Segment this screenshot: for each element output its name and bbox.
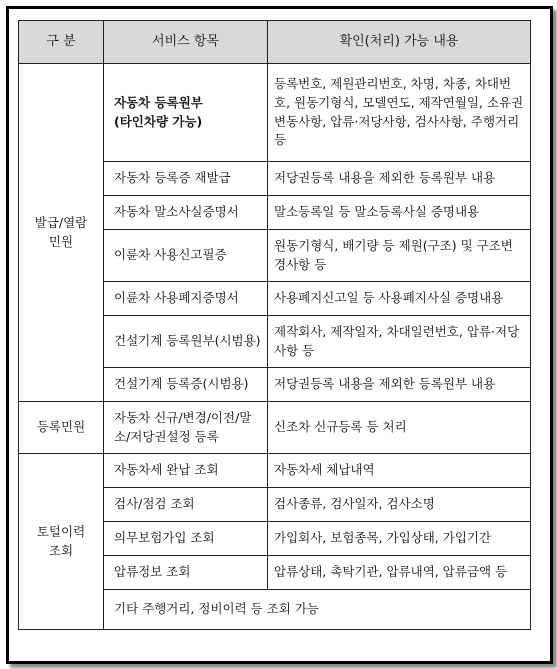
content-cell: 신조차 신규등록 등 처리	[268, 402, 531, 454]
content-cell: 자동차세 체납내역	[268, 454, 531, 488]
header-service: 서비스 항목	[104, 21, 268, 64]
table-header-row	[19, 21, 531, 64]
service-cell: 자동차 말소사실증명서	[104, 196, 268, 230]
service-cell: 건설기계 등록증(시범용)	[104, 368, 268, 402]
content-cell: 압류상태, 촉탁기관, 압류내역, 압류금액 등	[268, 556, 531, 590]
content-cell: 원동기형식, 배기량 등 제원(구조) 및 구조변경사항 등	[268, 230, 531, 282]
service-cell: 자동차 신규/변경/이전/말소/저당권설정 등록	[104, 402, 268, 454]
category-issuance: 발급/열람 민원	[19, 64, 104, 402]
service-cell: 압류정보 조회	[104, 556, 268, 590]
content-cell: 사용폐지신고일 등 사용폐지사실 증명내용	[268, 282, 531, 316]
content-cell: 가입회사, 보험종목, 가입상태, 가입기간	[268, 522, 531, 556]
header-content: 확인(처리) 가능 내용	[268, 21, 531, 64]
service-cell: 이륜차 사용폐지증명서	[104, 282, 268, 316]
content-cell: 말소등록일 등 말소등록사실 증명내용	[268, 196, 531, 230]
table-row	[19, 64, 531, 162]
category-registration: 등록민원	[19, 402, 104, 454]
service-cell: 검사/점검 조회	[104, 488, 268, 522]
service-cell: 자동차 등록원부 (타인차량 가능)	[104, 64, 268, 162]
category-history: 토털이력 조회	[19, 454, 104, 630]
service-cell: 의무보험가입 조회	[104, 522, 268, 556]
content-cell: 제작회사, 제작일자, 차대일련번호, 압류·저당사항 등	[268, 316, 531, 368]
content-cell: 저당권등록 내용을 제외한 등록원부 내용	[268, 162, 531, 196]
service-table	[18, 20, 531, 630]
service-cell: 자동차세 완납 조회	[104, 454, 268, 488]
content-cell: 등록번호, 제원관리번호, 차명, 차종, 차대번호, 원동기형식, 모델연도, 제작연월일, 소유권변동사항, 압류·저당사항, 검사사항, 주행거리 등	[268, 64, 531, 162]
table-row	[19, 454, 531, 488]
content-cell: 저당권등록 내용을 제외한 등록원부 내용	[268, 368, 531, 402]
header-category: 구 분	[19, 21, 104, 64]
service-cell: 이륜차 사용신고필증	[104, 230, 268, 282]
service-cell: 자동차 등록증 재발급	[104, 162, 268, 196]
content-cell: 검사종류, 검사일자, 검사소명	[268, 488, 531, 522]
table-row	[19, 402, 531, 454]
service-cell: 건설기계 등록원부(시범용)	[104, 316, 268, 368]
footer-note: 기타 주행거리, 정비이력 등 조회 가능	[104, 590, 531, 630]
